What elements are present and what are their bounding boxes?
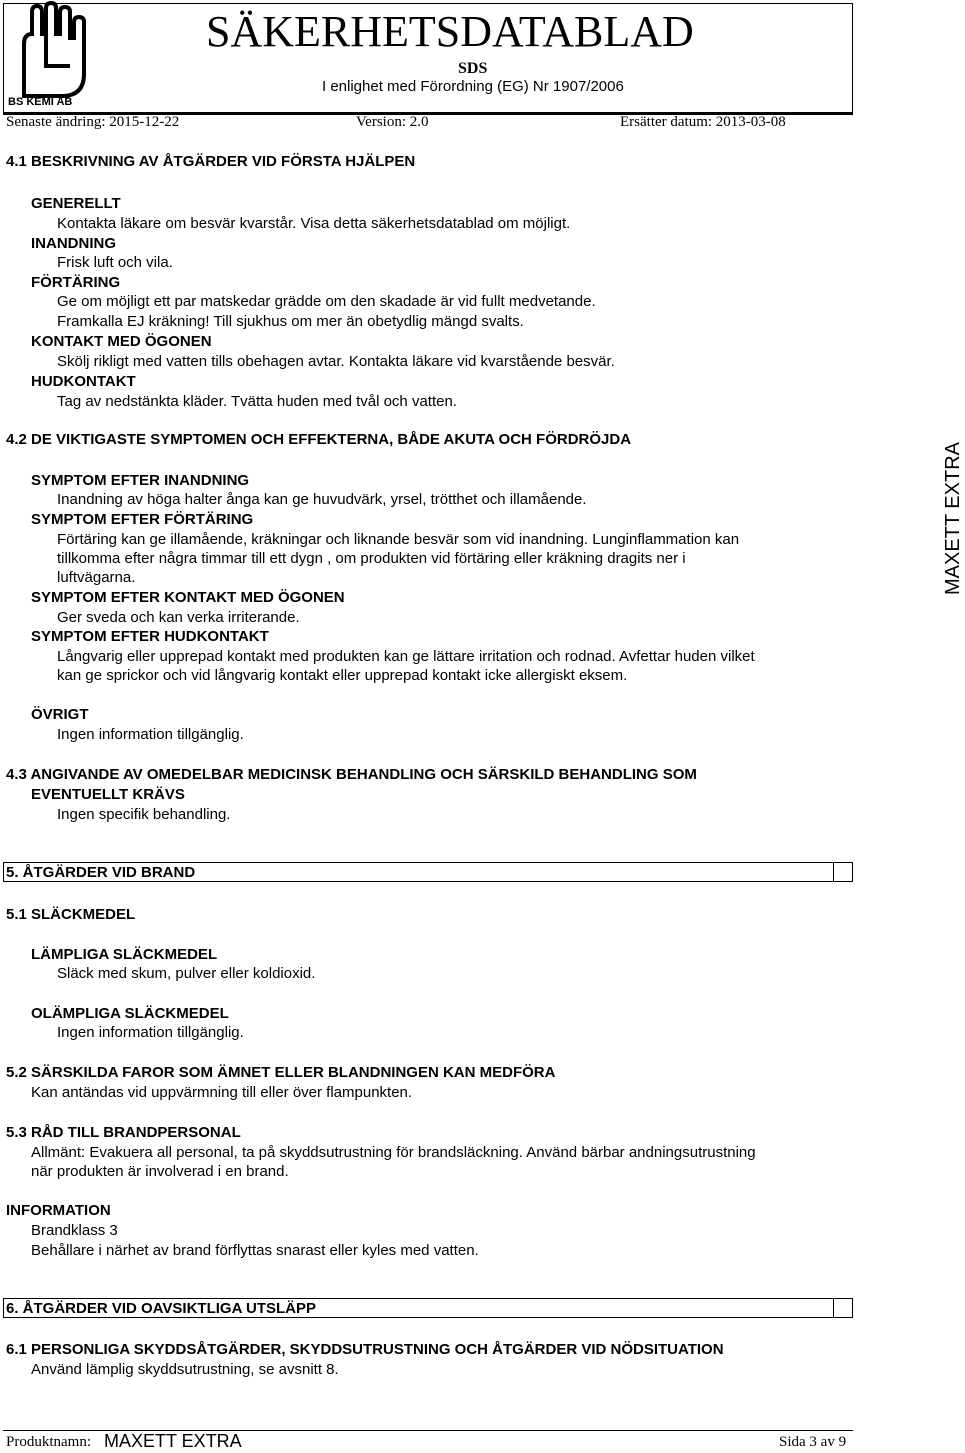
symptom-inhalation-heading: SYMPTOM EFTER INANDNING bbox=[31, 472, 250, 489]
information-text-1: Brandklass 3 bbox=[31, 1222, 118, 1239]
symptom-inhalation-text: Inandning av höga halter ånga kan ge huvudvärk, yrsel, trötthet och illamående. bbox=[57, 491, 587, 508]
inhalation-heading: INANDNING bbox=[31, 235, 116, 252]
footer-product-label: Produktnamn: bbox=[6, 1434, 91, 1450]
skin-contact-heading: HUDKONTAKT bbox=[31, 373, 136, 390]
section-5-3-text-2: när produkten är involverad i en brand. bbox=[31, 1163, 289, 1180]
symptom-skin-heading: SYMPTOM EFTER HUDKONTAKT bbox=[31, 628, 269, 645]
other-text: Ingen information tillgänglig. bbox=[57, 726, 244, 743]
eye-contact-text: Skölj rikligt med vatten tills obehagen avtar. Kontakta läkare vid kvarstående besvär. bbox=[57, 353, 615, 370]
ingestion-text-2: Framkalla EJ kräkning! Till sjukhus om mer än obetydlig mängd svalts. bbox=[57, 313, 524, 330]
symptom-skin-text-2: kan ge sprickor och vid långvarig kontakt eller upprepad kontakt icke allergiskt eksem. bbox=[57, 667, 628, 684]
section-4-3-heading-1: 4.3 ANGIVANDE AV OMEDELBAR MEDICINSK BEHANDLING OCH SÄRSKILD BEHANDLING SOM bbox=[6, 766, 697, 783]
symptom-skin-text-1: Långvarig eller upprepad kontakt med produkten kan ge lättare irritation och rodnad. Avfettar huden vilket bbox=[57, 648, 755, 665]
suitable-media-text: Släck med skum, pulver eller koldioxid. bbox=[57, 965, 316, 982]
information-text-2: Behållare i närhet av brand förflyttas snarast eller kyles med vatten. bbox=[31, 1242, 479, 1259]
eye-contact-heading: KONTAKT MED ÖGONEN bbox=[31, 333, 212, 350]
regulation-text: I enlighet med Förordning (EG) Nr 1907/2006 bbox=[322, 78, 624, 95]
replaces-date: Ersätter datum: 2013-03-08 bbox=[620, 114, 786, 130]
inhalation-text: Frisk luft och vila. bbox=[57, 254, 173, 271]
version-number: Version: 2.0 bbox=[356, 114, 429, 130]
suitable-media-heading: LÄMPLIGA SLÄCKMEDEL bbox=[31, 946, 218, 963]
section-5-3-heading: 5.3 RÅD TILL BRANDPERSONAL bbox=[6, 1124, 241, 1141]
ingestion-heading: FÖRTÄRING bbox=[31, 274, 121, 291]
symptom-ingestion-text-3: luftvägarna. bbox=[57, 569, 136, 586]
section-4-2-heading: 4.2 DE VIKTIGASTE SYMPTOMEN OCH EFFEKTERNA, BÅDE AKUTA OCH FÖRDRÖJDA bbox=[6, 431, 632, 448]
footer-product-name: MAXETT EXTRA bbox=[104, 1431, 242, 1451]
side-product-label: MAXETT EXTRA bbox=[942, 442, 964, 595]
company-logo bbox=[6, 4, 106, 108]
section-6-box-divider bbox=[833, 1299, 834, 1317]
general-text: Kontakta läkare om besvär kvarstår. Visa detta säkerhetsdatablad om möjligt. bbox=[57, 215, 571, 232]
document-title: SÄKERHETSDATABLAD bbox=[206, 7, 694, 56]
unsuitable-media-heading: OLÄMPLIGA SLÄCKMEDEL bbox=[31, 1005, 229, 1022]
skin-contact-text: Tag av nedstänkta kläder. Tvätta huden med tvål och vatten. bbox=[57, 393, 457, 410]
section-6-title: 6. ÅTGÄRDER VID OAVSIKTLIGA UTSLÄPP bbox=[6, 1300, 317, 1317]
section-5-box-divider bbox=[833, 863, 834, 881]
ingestion-text-1: Ge om möjligt ett par matskedar grädde om den skadade är vid fullt medvetande. bbox=[57, 293, 596, 310]
document-subtitle: SDS bbox=[458, 60, 488, 77]
symptom-eye-heading: SYMPTOM EFTER KONTAKT MED ÖGONEN bbox=[31, 589, 345, 606]
symptom-eye-text: Ger sveda och kan verka irriterande. bbox=[57, 609, 300, 626]
other-heading: ÖVRIGT bbox=[31, 706, 89, 723]
general-heading: GENERELLT bbox=[31, 195, 121, 212]
symptom-ingestion-heading: SYMPTOM EFTER FÖRTÄRING bbox=[31, 511, 254, 528]
section-6-1-text: Använd lämplig skyddsutrustning, se avsnitt 8. bbox=[31, 1361, 339, 1378]
last-changed-date: Senaste ändring: 2015-12-22 bbox=[6, 114, 180, 130]
information-heading: INFORMATION bbox=[6, 1202, 111, 1219]
section-5-2-heading: 5.2 SÄRSKILDA FAROR SOM ÄMNET ELLER BLANDNINGEN KAN MEDFÖRA bbox=[6, 1064, 556, 1081]
section-5-1-heading: 5.1 SLÄCKMEDEL bbox=[6, 906, 136, 923]
section-4-1-heading: 4.1 BESKRIVNING AV ÅTGÄRDER VID FÖRSTA HJÄLPEN bbox=[6, 153, 416, 170]
section-5-title: 5. ÅTGÄRDER VID BRAND bbox=[6, 864, 196, 881]
section-4-3-text: Ingen specifik behandling. bbox=[57, 806, 231, 823]
logo-text: BS KEMI AB bbox=[8, 96, 73, 108]
symptom-ingestion-text-2: tillkomma efter några timmar till ett dygn , om produkten vid förtäring eller kräkning dragits ner i bbox=[57, 550, 686, 567]
footer-page-number: Sida 3 av 9 bbox=[779, 1434, 847, 1450]
section-6-1-heading: 6.1 PERSONLIGA SKYDDSÅTGÄRDER, SKYDDSUTRUSTNING OCH ÅTGÄRDER VID NÖDSITUATION bbox=[6, 1341, 724, 1358]
section-5-2-text: Kan antändas vid uppvärmning till eller över flampunkten. bbox=[31, 1084, 413, 1101]
section-6-box bbox=[3, 1298, 853, 1318]
section-5-box bbox=[3, 862, 853, 882]
section-4-3-heading-2: EVENTUELLT KRÄVS bbox=[31, 786, 185, 803]
section-5-3-text-1: Allmänt: Evakuera all personal, ta på skyddsutrustning för brandsläckning. Använd bärbar andningsutrustning bbox=[31, 1144, 756, 1161]
unsuitable-media-text: Ingen information tillgänglig. bbox=[57, 1024, 244, 1041]
symptom-ingestion-text-1: Förtäring kan ge illamående, kräkningar och liknande besvär som vid inandning. Lunginflammation kan bbox=[57, 531, 740, 548]
